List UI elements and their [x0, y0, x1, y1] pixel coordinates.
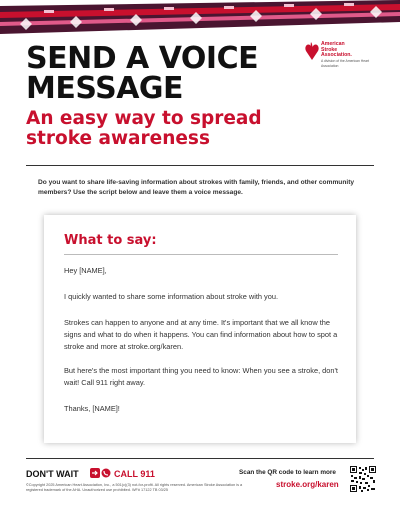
page-subtitle: An easy way to spread stroke awareness — [26, 108, 262, 149]
brand-tagline: A division of the American Heart Association — [321, 58, 370, 69]
copyright-text: ©Copyright 2025 American Heart Association, Inc., a 501(c)(3) not-for-profit. All rights reserved. American Stroke Association is a registered trademark of the AHA. Unauthorized use prohibited. WF# 17122 TB 03/25 — [26, 483, 243, 492]
header-divider — [26, 165, 374, 166]
brand-logo — [305, 36, 385, 76]
brand-name-line-1: American — [321, 41, 345, 47]
qr-scan-prompt: Scan the QR code to learn more — [239, 469, 336, 476]
script-paragraph-intro: I quickly wanted to share some information about stroke with you. — [64, 292, 279, 301]
script-paragraph-signs: Strokes can happen to anyone and at any time. It's important that we all know the signs and what to do when it happens. You can find information about how to spot a stroke and more at stroke.org/karen. — [64, 318, 338, 351]
script-heading: What to say: — [64, 233, 157, 248]
qr-code-icon[interactable] — [350, 466, 376, 492]
heart-torch-icon — [305, 40, 319, 62]
script-paragraph-call-911: But here's the most important thing you need to know: When you see a stroke, don't wait! Call 911 right away. — [64, 366, 338, 387]
script-heading-divider — [64, 254, 338, 255]
footer-divider — [26, 458, 374, 459]
website-link[interactable]: stroke.org/karen — [276, 480, 339, 489]
script-greeting: Hey [NAME], — [64, 266, 107, 275]
brand-name-line-2: Stroke — [321, 46, 338, 53]
script-card — [44, 215, 356, 443]
brand-name-line-3: Association. — [321, 52, 352, 59]
page-title: SEND A VOICE MESSAGE — [26, 41, 259, 106]
dont-wait-label: DON'T WAIT — [26, 469, 79, 479]
call-911-label: CALL 911 — [114, 469, 155, 479]
intro-text: Do you want to share life-saving information about strokes with family, friends, and other community members? Use the script below and leave them a voice message. — [38, 179, 355, 196]
phone-call-icon — [90, 468, 112, 478]
decorative-pattern-band — [0, 0, 400, 38]
script-signoff: Thanks, [NAME]! — [64, 404, 120, 413]
